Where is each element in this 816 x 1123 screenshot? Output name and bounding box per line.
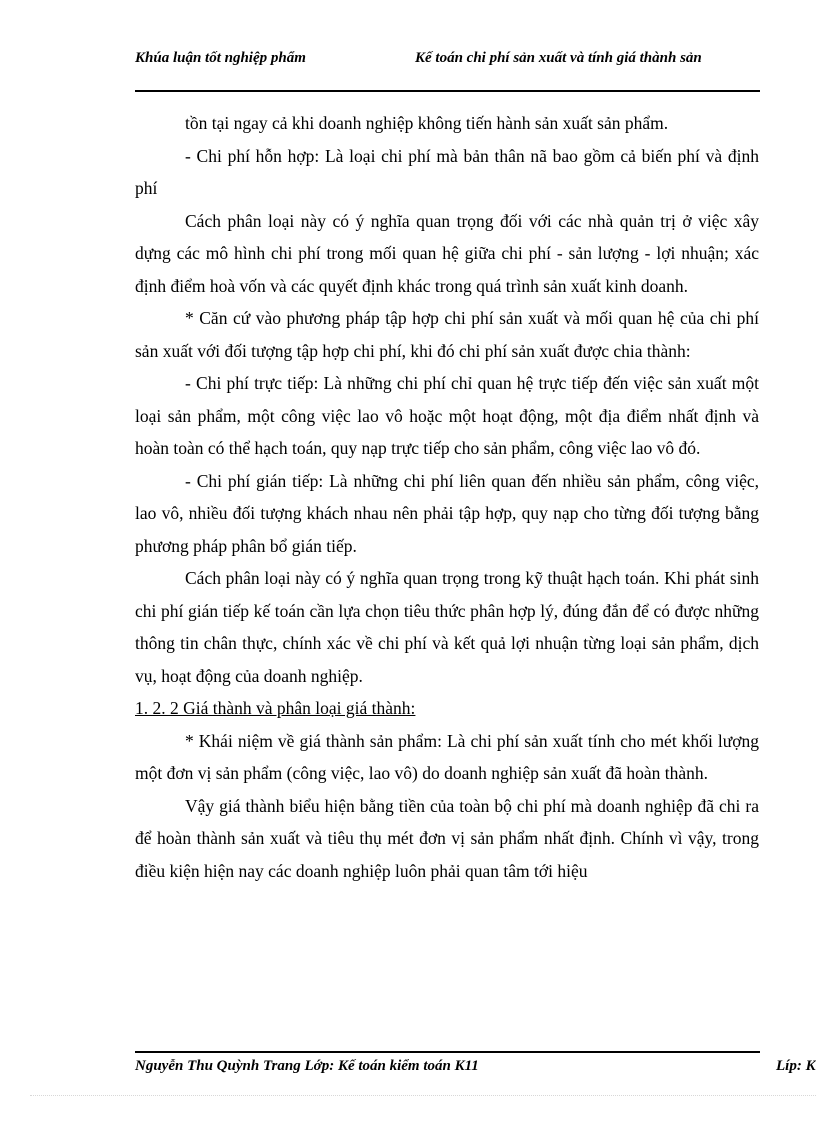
footer-author: Nguyễn Thu Quỳnh Trang Lớp: Kế toán kiểm toán K11 bbox=[135, 1058, 479, 1074]
paragraph: Cách phân loại này có ý nghĩa quan trọng trong kỹ thuật hạch toán. Khi phát sinh chi phí gián tiếp kế toán cần lựa chọn tiêu thức phân hợp lý, đúng đắn để có được những thông tin chân thực, chính xác về chi phí và kết quả lợi nhuận từng loại sản phẩm, dịch vụ, hoạt động của doanh nghiệp. bbox=[135, 568, 759, 686]
paragraph: tồn tại ngay cả khi doanh nghiệp không tiến hành sản xuất sản phẩm. bbox=[185, 113, 669, 133]
footer-divider bbox=[135, 1051, 760, 1053]
header-thesis-label: Khúa luận tốt nghiệp phẩm bbox=[135, 50, 306, 66]
page-bottom-dotted-line bbox=[30, 1095, 816, 1096]
section-heading: 1. 2. 2 Giá thành và phân loại giá thành: bbox=[135, 698, 416, 718]
paragraph: * Khái niệm về giá thành sản phẩm: Là chi phí sản xuất tính cho mét khối lượng một đơn vị sản phẩm (công việc, lao vô) do doanh nghiệp sản xuất đã hoàn thành. bbox=[135, 730, 759, 783]
paragraph: Cách phân loại này có ý nghĩa quan trọng đối với các nhà quản trị ở việc xây dựng các mô hình chi phí trong mối quan hệ giữa chi phí - sản lượng - lợi nhuận; xác định điểm hoà vốn và các quyết định khác trong quá trình sản xuất kinh doanh. bbox=[135, 210, 759, 296]
document-body bbox=[135, 107, 759, 887]
paragraph: - Chi phí trực tiếp: Là những chi phí chỉ quan hệ trực tiếp đến việc sản xuất một loại sản phẩm, một công việc lao vô hoặc một hoạt động, một địa điểm nhất định và hoàn toàn có thể hạch toán, quy nạp trực tiếp cho sản phẩm, công việc lao vô đó. bbox=[135, 373, 759, 458]
page-footer bbox=[135, 1056, 816, 1076]
footer-class-label: Líp: K bbox=[776, 1058, 816, 1074]
paragraph: - Chi phí gián tiếp: Là những chi phí liên quan đến nhiều sản phẩm, công việc, lao vô, nhiều đối tượng khách nhau nên phải tập hợp, quy nạp cho từng đối tượng bằng phương pháp phân bổ gián tiếp. bbox=[135, 470, 759, 556]
paragraph: * Căn cứ vào phương pháp tập hợp chi phí sản xuất và mối quan hệ của chi phí sản xuất với đối tượng tập hợp chi phí, khi đó chi phí sản xuất được chia thành: bbox=[135, 308, 759, 361]
paragraph: Vậy giá thành biểu hiện bằng tiền của toàn bộ chi phí mà doanh nghiệp đã chi ra để hoàn thành sản xuất và tiêu thụ mét đơn vị sản phẩm nhất định. Chính vì vậy, trong điều kiện hiện nay các doanh nghiệp luôn phải quan tâm tới hiệu bbox=[135, 795, 759, 881]
header-topic-title: Kế toán chi phí sản xuất và tính giá thành sản bbox=[415, 50, 702, 66]
paragraph: - Chi phí hỗn hợp: Là loại chi phí mà bản thân nã bao gồm cả biến phí và định phí bbox=[135, 145, 759, 198]
page-header bbox=[135, 48, 760, 92]
